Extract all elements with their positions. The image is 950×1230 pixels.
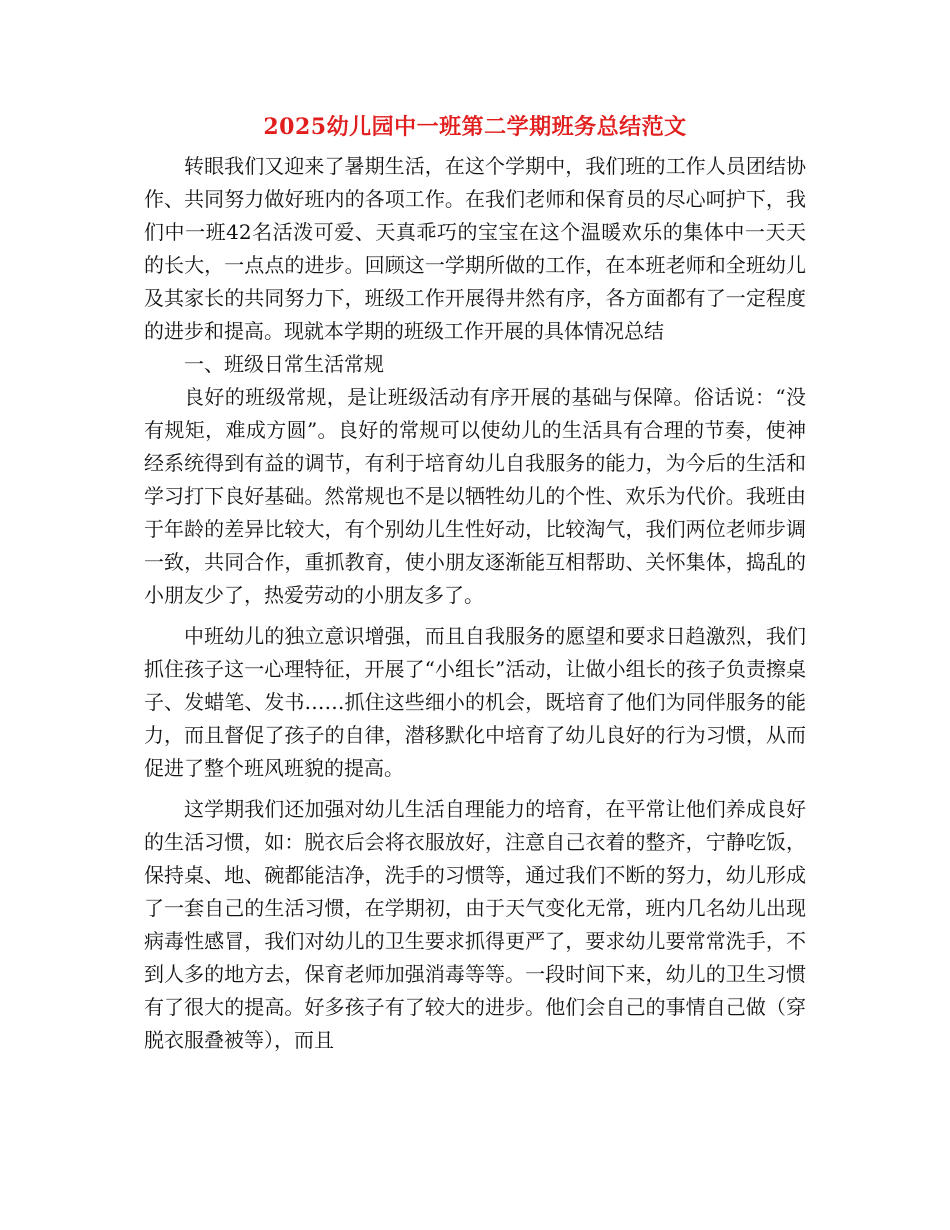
- paragraph-self-care: 这学期我们还加强对幼儿生活自理能力的培育，在平常让他们养成良好的生活习惯，如：脱衣后会将衣服放好，注意自己衣着的整齐，宁静吃饭，保持桌、地、碗都能洁净，洗手的习惯等，通过我们不断的努力，幼儿形成了一套自己的生活习惯，在学期初，由于天气变化无常，班内几名幼儿出现病毒性感冒，我们对幼儿的卫生要求抓得更严了，要求幼儿要常常洗手，不到人多的地方去，保育老师加强消毒等等。一段时间下来，幼儿的卫生习惯有了很大的提高。好多孩子有了较大的进步。他们会自己的事情自己做（穿脱衣服叠被等），而且: [144, 797, 806, 1052]
- document-title: 2025幼儿园中一班第二学期班务总结范文: [263, 114, 687, 140]
- paragraph-group-leader: 中班幼儿的独立意识增强，而且自我服务的愿望和要求日趋激烈，我们抓住孩子这一心理特征，开展了“小组长”活动，让做小组长的孩子负责擦桌子、发蜡笔、发书……抓住这些细小的机会，既培育了他们为同伴服务的能力，而且督促了孩子的自律，潜移默化中培育了幼儿良好的行为习惯，从而促进了整个班风班貌的提高。: [144, 624, 806, 780]
- section-heading: 一、班级日常生活常规: [184, 352, 384, 376]
- paragraph-intro: 转眼我们又迎来了暑期生活，在这个学期中，我们班的工作人员团结协作、共同努力做好班内的各项工作。在我们老师和保育员的尽心呵护下，我们中一班42名活泼可爱、天真乖巧的宝宝在这个温暖欢乐的集体中一天天的长大，一点点的进步。回顾这一学期所做的工作，在本班老师和全班幼儿及其家长的共同努力下，班级工作开展得井然有序，各方面都有了一定程度的进步和提高。现就本学期的班级工作开展的具体情况总结: [144, 154, 806, 343]
- paragraph-routine: 良好的班级常规，是让班级活动有序开展的基础与保障。俗话说：“没有规矩，难成方圆”。良好的常规可以使幼儿的生活具有合理的节奏，使神经系统得到有益的调节，有利于培育幼儿自我服务的能力，为今后的生活和学习打下良好基础。然常规也不是以牺牲幼儿的个性、欢乐为代价。我班由于年龄的差异比较大，有个别幼儿生性好动，比较淘气，我们两位老师步调一致，共同合作，重抓教育，使小朋友逐渐能互相帮助、关怀集体，捣乱的小朋友少了，热爱劳动的小朋友多了。: [144, 385, 806, 607]
- document-body: [144, 150, 806, 1057]
